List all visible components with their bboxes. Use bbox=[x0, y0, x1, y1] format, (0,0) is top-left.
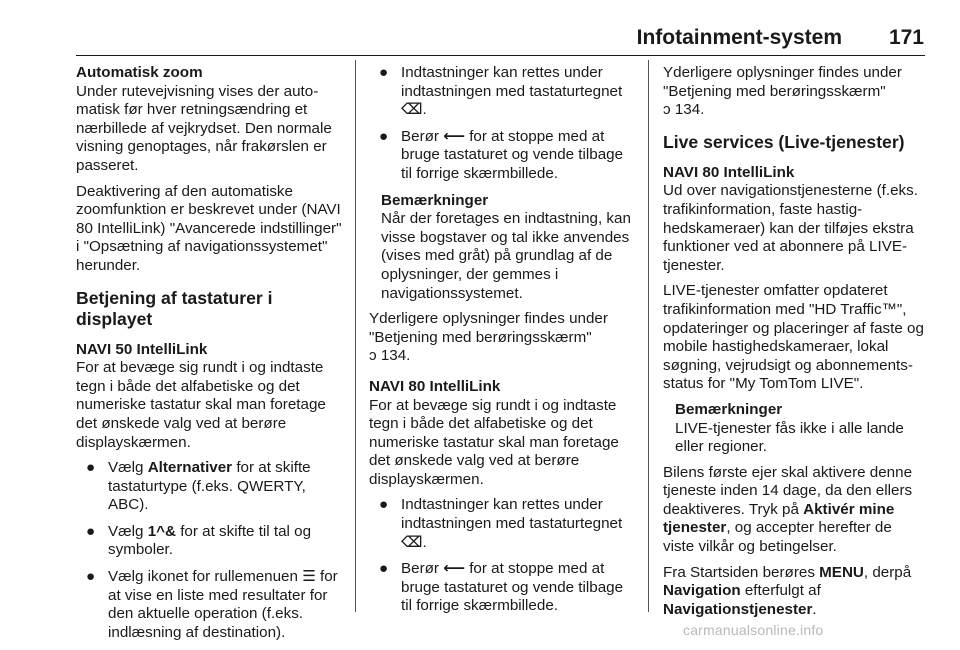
bullet-icon: ● bbox=[379, 496, 389, 514]
note-box bbox=[381, 192, 632, 304]
watermark: carmanualsonline.info bbox=[683, 622, 824, 638]
page-number: 171 bbox=[888, 26, 924, 49]
note-text: Når der foretages en indtastning, kan visse bogstaver og tal ikke anvendes (vises med gråt) på grundlag af de oplysninger, der gemmes i navigationssystemet. bbox=[381, 210, 631, 302]
column-1 bbox=[76, 64, 344, 650]
subheading-navi80: NAVI 80 IntelliLink bbox=[369, 377, 501, 395]
subheading-navi50: NAVI 50 IntelliLink bbox=[76, 340, 208, 358]
list-item: ● Vælg ikonet for rullemenuen ☰ for at vise en liste med resultater for den aktuelle operation (f.eks. indlæsning af destination). bbox=[86, 568, 338, 641]
list-item: ● Vælg Alternativer for at skifte tastaturtype (f.eks. QWERTY, ABC). bbox=[86, 459, 311, 514]
subheading-navi80: NAVI 80 IntelliLink bbox=[663, 163, 795, 181]
term-menu: MENU bbox=[819, 563, 864, 581]
bullet-list-navi50 bbox=[76, 459, 344, 642]
list-item: ● Indtastninger kan rettes under indtastningen med tastaturtegnet ⌫. bbox=[379, 64, 623, 119]
bullet-icon: ● bbox=[86, 522, 96, 540]
back-arrow-icon: ⟵ bbox=[443, 127, 465, 145]
paragraph-more-info: Yderligere oplysninger findes under "Betjening med berøringsskærm" ↄ 134. bbox=[369, 310, 608, 365]
paragraph-activation: Bilens første ejer skal aktivere denne tjeneste inden 14 dage, da den ellers deaktiveres. Tryk på Aktivér mine tjenester, og accepter herefter de viste vilkår og betingelser. bbox=[663, 463, 913, 556]
note-text: LIVE-tjenester fås ikke i alle lande eller regioner. bbox=[675, 419, 904, 456]
list-item: ● Berør ⟵ for at stoppe med at bruge tastaturet og vende tilbage til forrige skærmbillede. bbox=[379, 127, 624, 182]
list-item: ● Berør ⟵ for at stoppe med at bruge tastaturet og vende tilbage til forrige skærmbillede. bbox=[379, 560, 624, 615]
bullet-icon: ● bbox=[379, 560, 389, 578]
paragraph-navi50: For at bevæge sig rundt i og indtaste tegn i både det alfabetiske og det numeriske tastatur skal man foretage det ønskede valg ved at berøre displayskærmen. bbox=[76, 359, 326, 451]
page-header-title: Infotainment-system bbox=[636, 26, 842, 49]
back-arrow-icon: ⟵ bbox=[443, 560, 465, 578]
paragraph-deactivate: Deaktivering af den automatiske zoomfunktion er beskrevet under (NAVI 80 IntelliLink) "Avancerede indstillinger" i "Opsætning af navigationssystemet" herunder. bbox=[76, 182, 342, 274]
term-numbers-symbols: 1^& bbox=[147, 522, 176, 540]
page-ref-link[interactable]: 134. bbox=[670, 101, 705, 119]
bullet-list-navi50-cont bbox=[369, 64, 632, 184]
page-ref-icon: ↄ bbox=[369, 347, 377, 365]
paragraph-autozoom: Under rutevejvisning vises der automatisk før hver retningsændring et nærbillede af vejkrydset. Den normale visning genoptages, når frakørslen er passeret. bbox=[76, 82, 332, 174]
page-ref-icon: ↄ bbox=[663, 101, 671, 119]
bullet-list-navi80 bbox=[369, 496, 632, 616]
term-alternativer: Alternativer bbox=[147, 459, 233, 477]
heading-live-services: Live services (Live-tjenester) bbox=[663, 131, 905, 152]
term-navigation: Navigation bbox=[663, 582, 741, 600]
backspace-icon: ⌫ bbox=[401, 101, 423, 119]
bullet-icon: ● bbox=[86, 568, 96, 586]
paragraph-navi80: For at bevæge sig rundt i og indtaste tegn i både det alfabetiske og det numeriske tastatur skal man foretage det ønskede valg ved at berøre displayskærmen. bbox=[369, 396, 619, 488]
heading-keyboard-operation: Betjening af tastaturer i displayet bbox=[76, 287, 273, 329]
column-divider-2 bbox=[648, 60, 649, 612]
column-divider-1 bbox=[355, 60, 356, 612]
note-box bbox=[675, 401, 925, 457]
bullet-icon: ● bbox=[379, 64, 389, 81]
dropdown-menu-icon: ☰ bbox=[302, 568, 316, 586]
column-2 bbox=[369, 64, 632, 624]
page-ref-link[interactable]: 134. bbox=[376, 347, 411, 365]
heading-automatic-zoom: Automatisk zoom bbox=[76, 64, 203, 81]
term-navigation-services: Navigationstjenester bbox=[663, 600, 813, 618]
term-activate-services: Aktivér mine tjenester bbox=[663, 500, 895, 537]
note-title: Bemærkninger bbox=[381, 191, 489, 209]
list-item: ● Vælg 1^& for at skifte til tal og symboler. bbox=[86, 522, 312, 559]
paragraph-overview: Ud over navigationstjenesterne (f.eks. trafikinformation, faste hastighedskameraer) kan der tilføjes ekstra funktioner ved at abonnere på LIVE-tjenester. bbox=[663, 182, 918, 274]
bullet-icon: ● bbox=[379, 127, 389, 145]
note-title: Bemærkninger bbox=[675, 400, 783, 418]
list-item: ● Indtastninger kan rettes under indtastningen med tastaturtegnet ⌫. bbox=[379, 496, 623, 551]
paragraph-more-info: Yderligere oplysninger findes under "Betjening med berøringsskærm" ↄ 134. bbox=[663, 64, 902, 119]
column-3 bbox=[663, 64, 925, 626]
paragraph-live-services: LIVE-tjenester omfatter opdateret trafikinformation med "HD Traffic™", opdateringer og placeringer af faste og mobile hastighedskameraer, lokal søgning, vejrudsigt og abonnementsstatus for "My TomTom LIVE". bbox=[663, 282, 924, 393]
backspace-icon: ⌫ bbox=[401, 533, 423, 551]
header-rule bbox=[76, 55, 925, 56]
bullet-icon: ● bbox=[86, 459, 96, 477]
paragraph-start-menu: Fra Startsiden berøres MENU, derpå Navigation efterfulgt af Navigationstjenester. bbox=[663, 563, 912, 618]
